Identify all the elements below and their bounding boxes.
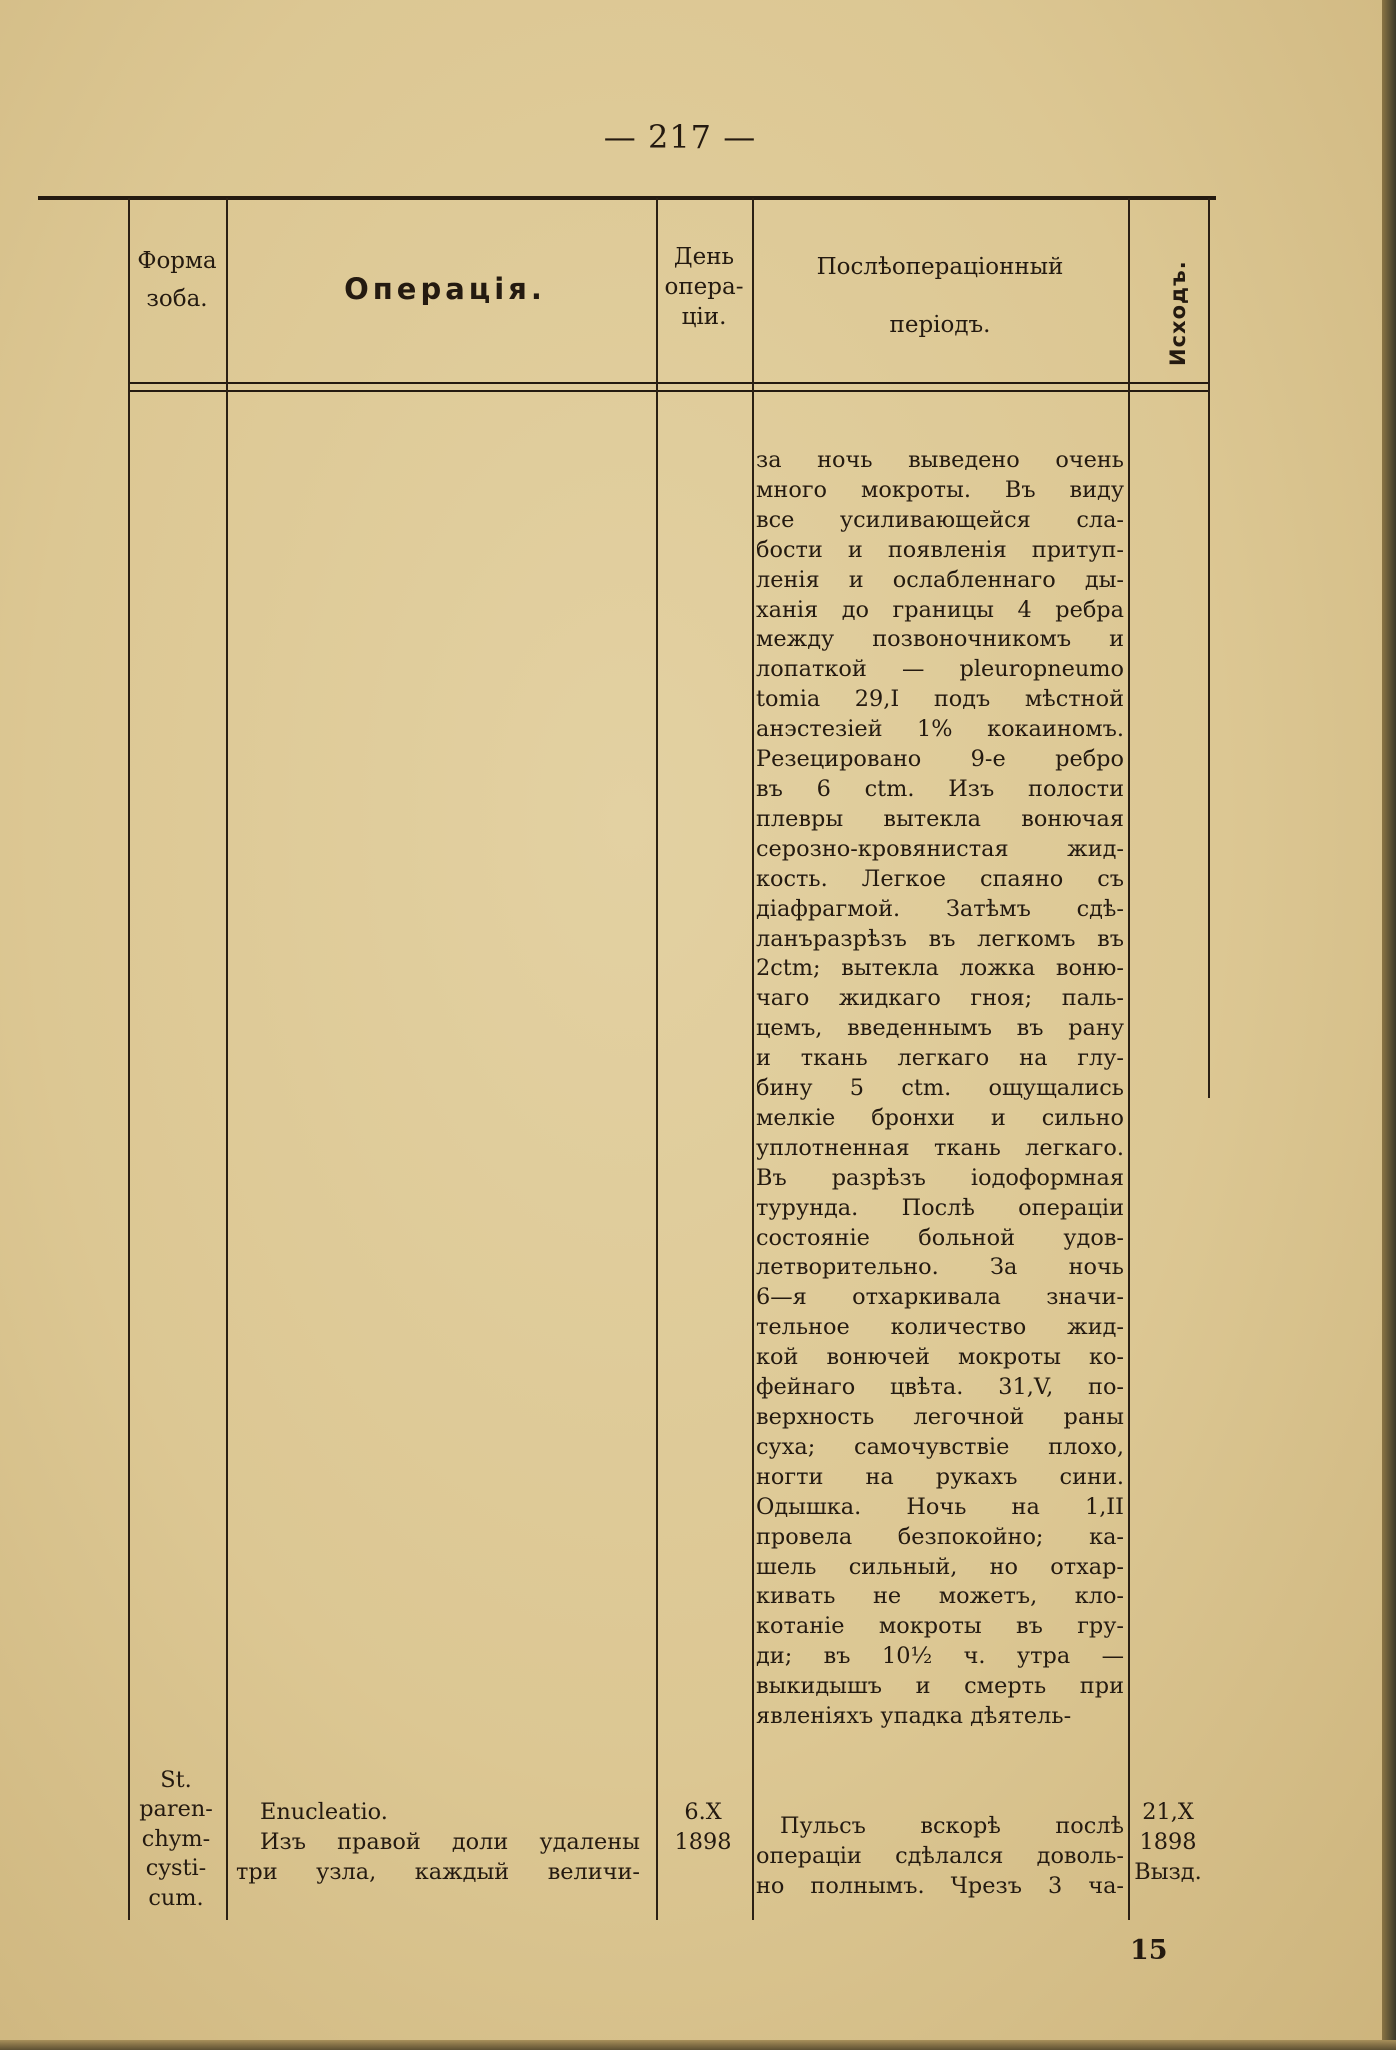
outcome-line: 21,X bbox=[1142, 1799, 1194, 1825]
column-rule-day bbox=[752, 198, 754, 1920]
day-line: 1898 bbox=[674, 1828, 732, 1855]
text-line: бину 5 ctm. ощущались bbox=[756, 1075, 1124, 1102]
text-line: суха; самочувствіе плохо, bbox=[756, 1433, 1124, 1460]
header-postop bbox=[752, 238, 1128, 354]
header-double-rule-bottom bbox=[130, 390, 1210, 392]
text-line: плевры вытекла вонючая bbox=[756, 805, 1124, 832]
header-postop-line-1: Послѣопераціонный bbox=[816, 254, 1064, 280]
text-line: Въ разрѣзъ іодоформная bbox=[756, 1164, 1124, 1191]
header-day-line-1: День bbox=[673, 244, 735, 270]
text-line: провела безпокойно; ка- bbox=[756, 1523, 1124, 1550]
column-rule-right bbox=[1208, 198, 1210, 1098]
operation-line: Enucleatio. bbox=[260, 1799, 388, 1825]
header-form-line-1: Форма bbox=[137, 248, 217, 274]
row-form-cell bbox=[128, 1766, 224, 1913]
text-line: анэстезіей 1% кокаиномъ. bbox=[756, 716, 1124, 743]
header-operation: Операція. bbox=[344, 272, 546, 306]
text-line: выкидышъ и смерть при bbox=[756, 1673, 1124, 1700]
form-line: cum. bbox=[148, 1884, 204, 1911]
text-line: кивать не можетъ, кло- bbox=[756, 1583, 1124, 1610]
text-line: тельное количество жид- bbox=[756, 1314, 1124, 1341]
text-line: между позвоночникомъ и bbox=[756, 626, 1124, 653]
column-rule-operation bbox=[656, 198, 658, 1920]
row-outcome-cell bbox=[1128, 1798, 1208, 1887]
row-day-cell bbox=[660, 1798, 746, 1858]
text-line: чаго жидкаго гноя; паль- bbox=[756, 985, 1124, 1012]
text-line: въ 6 ctm. Изъ полости bbox=[756, 775, 1124, 802]
text-line: Резецировано 9-е ребро bbox=[756, 746, 1124, 773]
header-form-line-2: зоба. bbox=[146, 286, 208, 312]
header-outcome: Исходъ. bbox=[1166, 260, 1190, 366]
postop-line: но полнымъ. Чрезъ 3 ча- bbox=[756, 1872, 1124, 1899]
text-line: 2ctm; вытекла ложка воню- bbox=[756, 955, 1124, 982]
operation-line: три узла, каждый величи- bbox=[236, 1858, 640, 1885]
header-postop-line-2: періодъ. bbox=[889, 312, 991, 338]
operation-line: Изъ правой доли удалены bbox=[260, 1828, 640, 1855]
header-form bbox=[128, 242, 226, 318]
form-line: chym- bbox=[141, 1825, 211, 1852]
row-operation-cell bbox=[236, 1798, 640, 1887]
header-day-line-2: опера- bbox=[664, 274, 744, 300]
text-line: верхность легочной раны bbox=[756, 1404, 1124, 1430]
postop-continued-text bbox=[756, 446, 1124, 1732]
text-line: tomia 29,I подъ мѣстной bbox=[756, 686, 1124, 713]
form-line: cysti- bbox=[145, 1855, 207, 1882]
outcome-line: Вызд. bbox=[1134, 1858, 1202, 1885]
text-line: уплотненная ткань легкаго. bbox=[756, 1134, 1124, 1161]
text-line: лопаткой — pleuropneumo bbox=[756, 656, 1124, 683]
text-line: много мокроты. Въ виду bbox=[756, 476, 1124, 503]
page-number: — 217 — bbox=[603, 118, 757, 156]
text-line: кость. Легкое спаяно съ bbox=[756, 865, 1124, 892]
header-day-line-3: ціи. bbox=[681, 304, 727, 330]
form-line: St. bbox=[160, 1767, 192, 1793]
text-line: фейнаго цвѣта. 31,V, по- bbox=[756, 1374, 1124, 1401]
text-line: все усиливающейся сла- bbox=[756, 506, 1124, 533]
row-postop-cell bbox=[756, 1812, 1124, 1901]
text-line: мелкіе бронхи и сильно bbox=[756, 1104, 1124, 1131]
text-line: Одышка. Ночь на 1,II bbox=[756, 1493, 1124, 1520]
text-line: діафрагмой. Затѣмъ сдѣ- bbox=[756, 895, 1124, 922]
text-line: за ночь выведено очень bbox=[756, 447, 1124, 473]
text-line: цемъ, введеннымъ въ рану bbox=[756, 1015, 1124, 1042]
text-line: кой вонючей мокроты ко- bbox=[756, 1344, 1124, 1371]
text-line: ланъразрѣзъ въ легкомъ въ bbox=[756, 925, 1124, 952]
page-edge-bottom bbox=[0, 2040, 1396, 2050]
text-line: ханія до границы 4 ребра bbox=[756, 596, 1124, 623]
text-line: ди; въ 10½ ч. утра — bbox=[756, 1643, 1124, 1670]
column-rule-post bbox=[1128, 198, 1130, 1920]
text-line: 6—я отхаркивала значи- bbox=[756, 1284, 1124, 1311]
header-double-rule-top bbox=[130, 382, 1210, 384]
day-line: 6.X bbox=[684, 1799, 722, 1825]
text-line: котаніе мокроты въ гру- bbox=[756, 1613, 1124, 1640]
sheet-signature-number: 15 bbox=[1130, 1935, 1168, 1966]
form-line: paren- bbox=[139, 1796, 213, 1823]
postop-line: Пульсъ вскорѣ послѣ bbox=[780, 1813, 1124, 1839]
text-line: серозно-кровянистая жид- bbox=[756, 835, 1124, 862]
column-rule-left bbox=[128, 198, 130, 1920]
text-line: ленія и ослабленнаго ды- bbox=[756, 566, 1124, 593]
text-line: ногти на рукахъ сини. bbox=[756, 1463, 1124, 1490]
text-line: состояніе больной удов- bbox=[756, 1224, 1124, 1251]
outcome-line: 1898 bbox=[1139, 1828, 1197, 1855]
text-line: летворительно. За ночь bbox=[756, 1254, 1124, 1281]
column-rule-form bbox=[226, 198, 228, 1920]
table-top-rule bbox=[38, 196, 1216, 200]
text-line: бости и появленія притуп- bbox=[756, 536, 1124, 563]
postop-line: операціи сдѣлался доволь- bbox=[756, 1842, 1124, 1869]
text-line: турунда. Послѣ операціи bbox=[756, 1194, 1124, 1221]
text-line: явленіяхъ упадка дѣятель- bbox=[756, 1703, 1072, 1730]
page-edge-right bbox=[1382, 0, 1396, 2050]
text-line: шель сильный, но отхар- bbox=[756, 1553, 1124, 1580]
header-day bbox=[656, 242, 752, 332]
text-line: и ткань легкаго на глу- bbox=[756, 1045, 1124, 1072]
